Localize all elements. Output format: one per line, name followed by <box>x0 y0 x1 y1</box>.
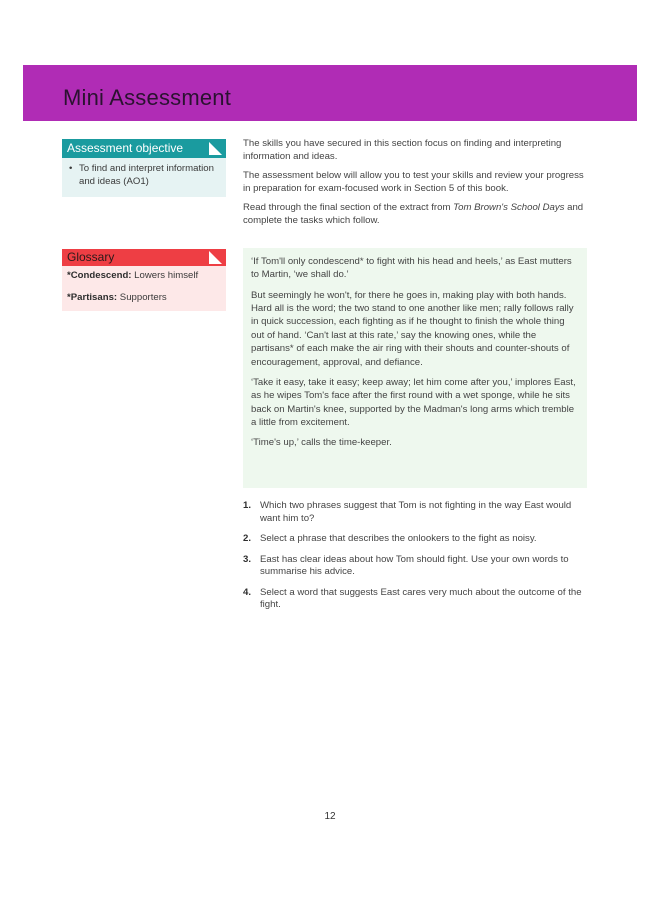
intro-paragraph: The assessment below will allow you to test your skills and review your progress in preparation for exam-focused work in Section 5 of this book. <box>243 170 584 194</box>
task-item <box>243 533 588 546</box>
objective-item: • To find and interpret information and ideas (AO1) <box>68 162 222 188</box>
task-item <box>243 587 588 612</box>
task-list <box>243 500 588 620</box>
extract-paragraph: ‘If Tom'll only condescend* to fight with his head and heels,’ as East mutters to Martin, ‘we shall do.’ <box>251 256 572 281</box>
task-item <box>243 500 588 525</box>
intro-paragraph: The skills you have secured in this section focus on finding and interpreting information and ideas. <box>243 138 562 162</box>
assessment-objective-header <box>62 139 226 158</box>
glossary-definition: Lowers himself <box>131 270 199 281</box>
assessment-objective-body <box>62 158 226 188</box>
page-title: Mini Assessment <box>63 85 232 110</box>
folded-corner-icon <box>208 250 223 265</box>
folded-corner-icon <box>208 141 223 156</box>
assessment-objective-box <box>62 139 226 197</box>
glossary-term: *Condescend: <box>67 270 132 281</box>
glossary-term: *Partisans: <box>67 292 118 303</box>
task-number: 3. <box>243 553 252 565</box>
extract-paragraph: ‘Time's up,’ calls the time-keeper. <box>251 437 392 449</box>
book-title: Tom Brown's School Days <box>453 202 565 213</box>
objective-list <box>68 162 222 188</box>
task-number: 2. <box>243 533 252 544</box>
glossary-entry-partisans <box>62 292 226 304</box>
task-number: 4. <box>243 586 252 598</box>
glossary-title: Glossary <box>67 250 115 264</box>
extract-paragraph: But seemingly he won't, for there he goes in, making play with both hands. Hard all is the word; the two stand to one another like men; rally follows rally in quick succession, each fighting as if he thought to finish the whole thing out of hand. ‘Can't last at this rate,’ say the knowing ones, while the partisans* of each make the air ring with their shouts and counter-shouts of encouragement, approval, and defiance. <box>251 289 574 368</box>
task-item <box>243 554 588 579</box>
glossary-entry-condescend <box>62 270 226 282</box>
glossary-definition: Supporters <box>117 292 167 303</box>
task-number: 1. <box>243 500 252 511</box>
glossary-header <box>62 249 226 266</box>
task-text: Select a phrase that describes the onlookers to the fight as noisy. <box>260 533 537 544</box>
assessment-objective-title: Assessment objective <box>67 141 184 155</box>
task-text: Which two phrases suggest that Tom is not fighting in the way East would want him to? <box>260 500 572 524</box>
intro-paragraph <box>243 202 588 227</box>
task-text: Select a word that suggests East cares very much about the outcome of the fight. <box>260 586 582 610</box>
intro-text-before: Read through the final section of the extract from <box>243 202 454 213</box>
intro-text <box>243 138 588 234</box>
extract-paragraph: ‘Take it easy, take it easy; keep away; let him come after you,’ implores East, as he wipes Tom's face after the first round with a wet sponge, while he sits back on Martin's knee, supported by the Madman's long arms which tremble a little from excitement. <box>251 376 576 429</box>
intro-text-after: and complete the tasks which follow. <box>243 202 584 226</box>
header-banner <box>23 65 637 121</box>
glossary-box <box>62 249 226 311</box>
task-text: East has clear ideas about how Tom should fight. Use your own words to summarise his advice. <box>260 553 569 577</box>
extract-box <box>243 248 587 488</box>
page-number: 12 <box>324 811 336 822</box>
